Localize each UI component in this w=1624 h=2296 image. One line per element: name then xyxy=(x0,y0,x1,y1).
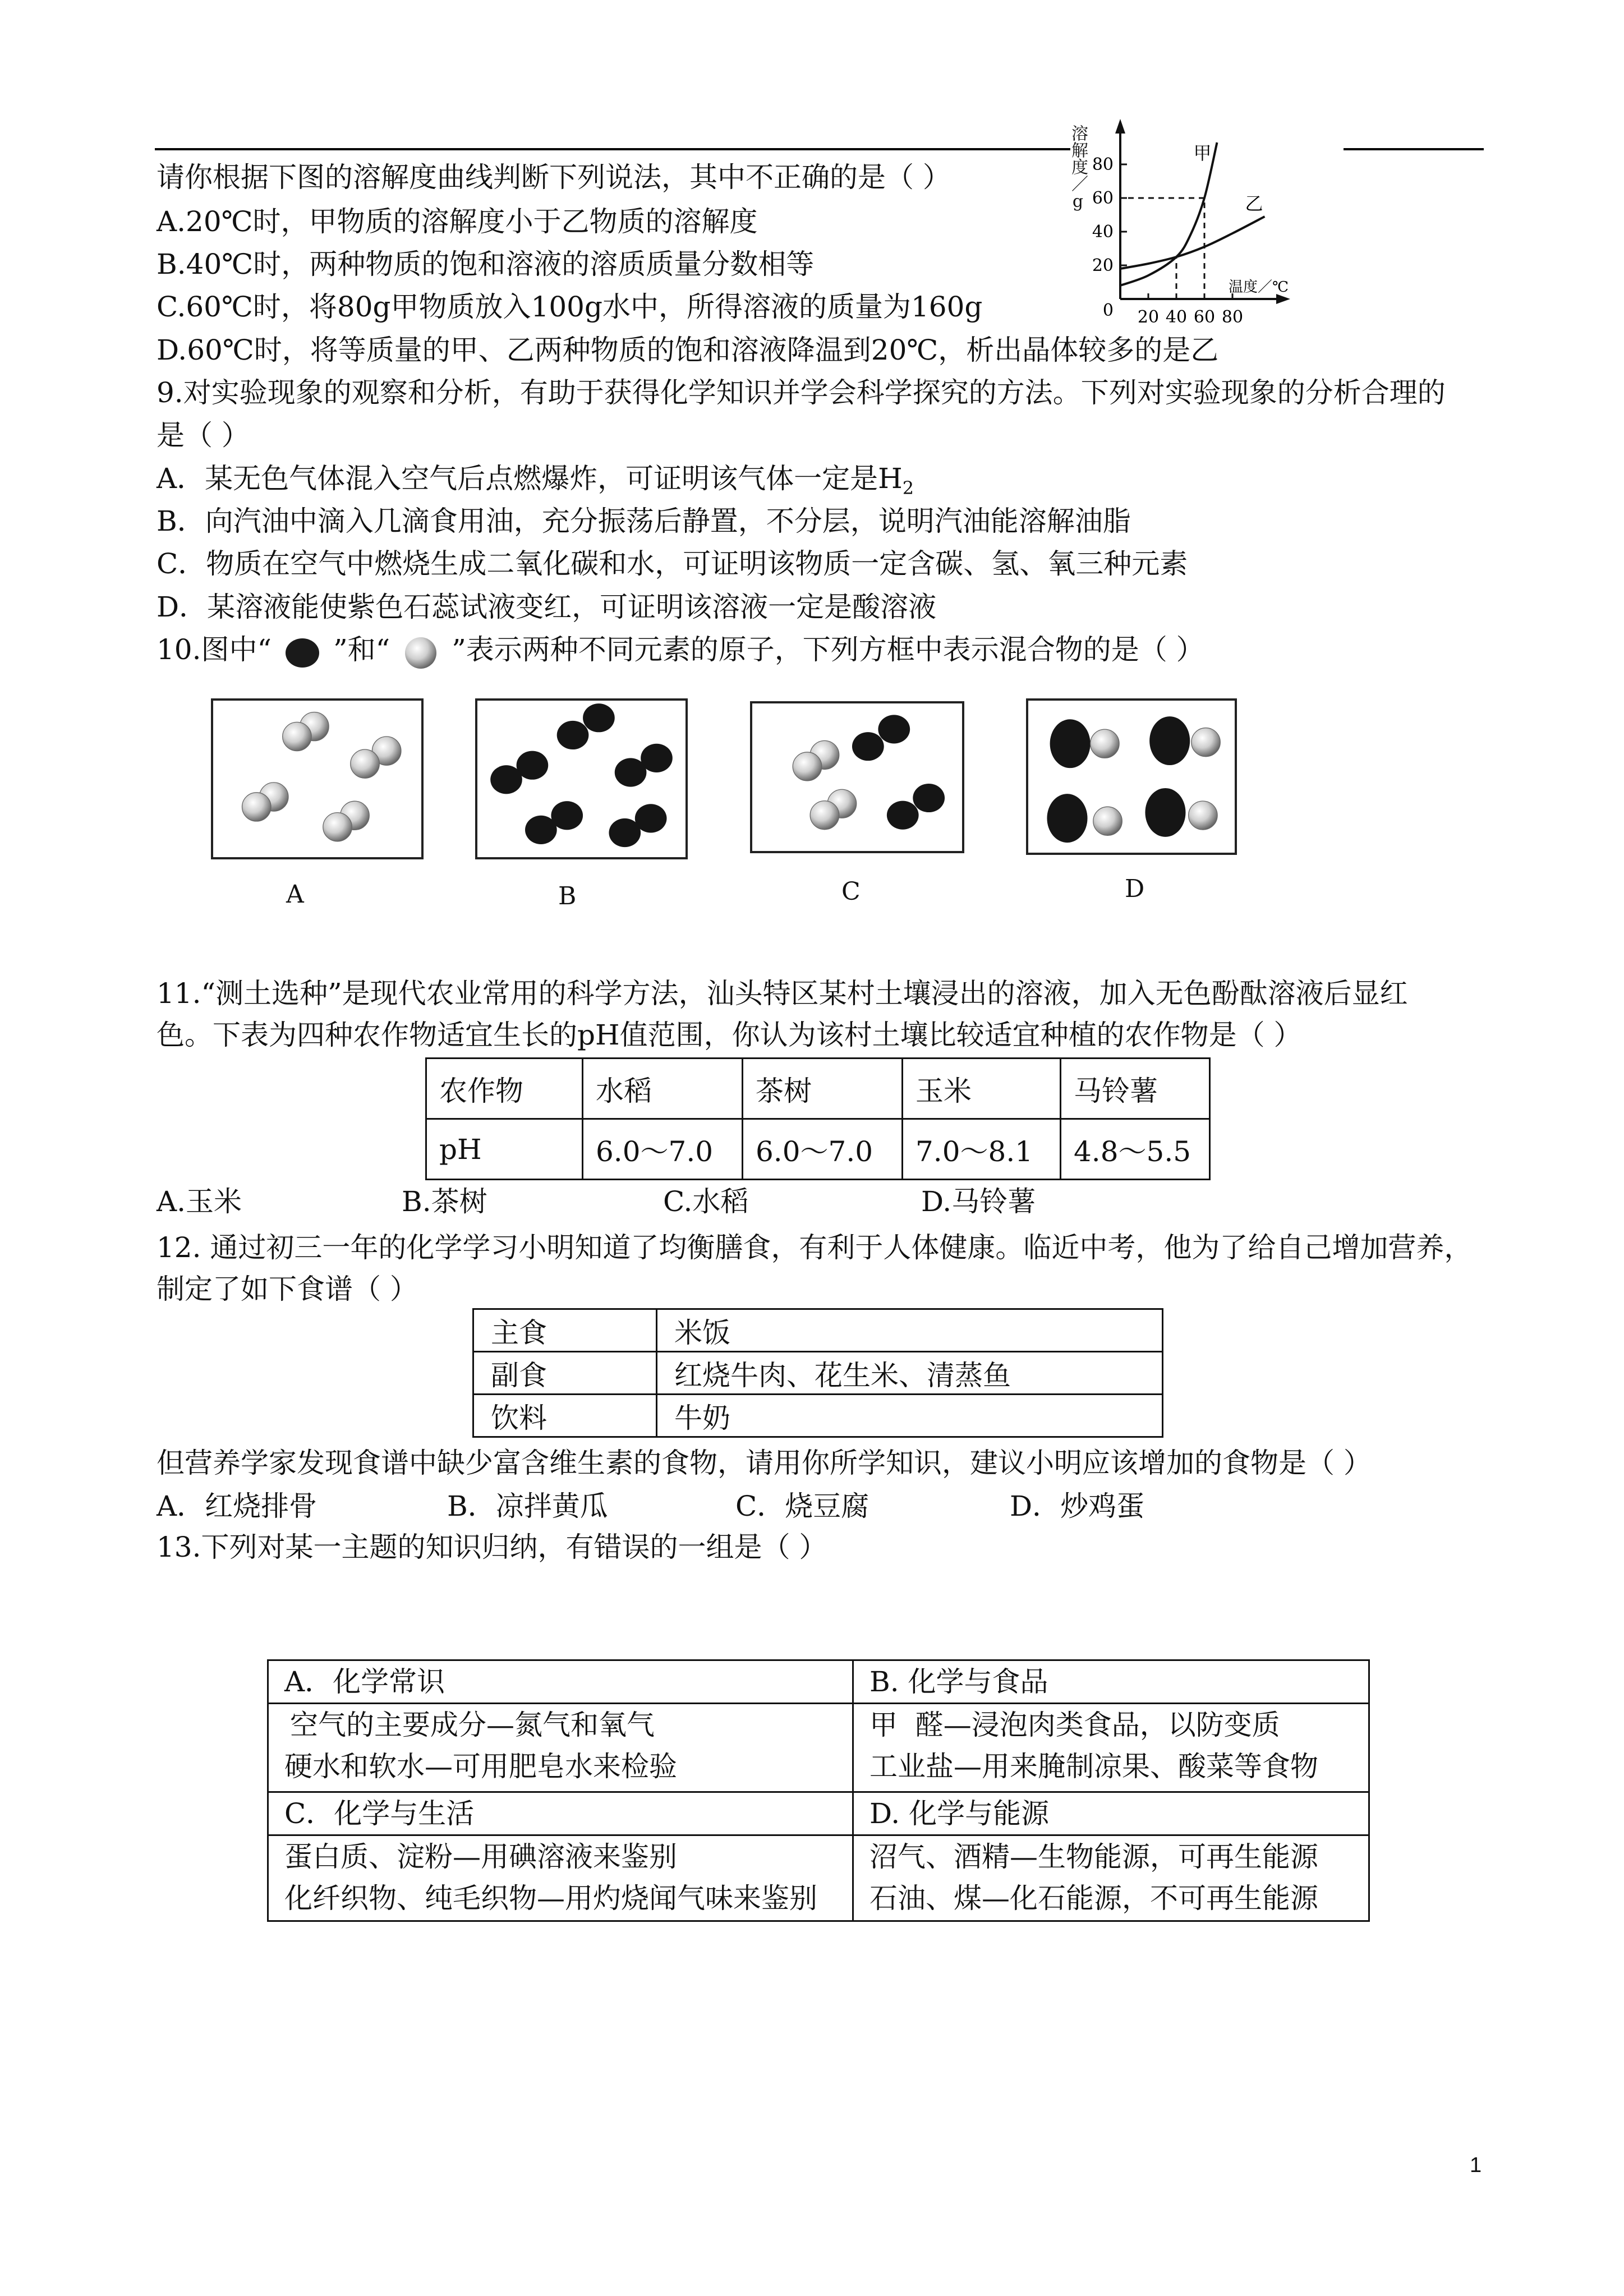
q9-option-d: D．某溶液能使紫色石蕊试液变红，可证明该溶液一定是酸溶液 xyxy=(157,591,937,623)
y-tick-label: 0 xyxy=(1102,301,1114,320)
table-line: 沼气、酒精—生物能源，可再生能源 xyxy=(869,1841,1318,1873)
x-tick-label: 40 xyxy=(1165,307,1188,327)
q9-stem-cont: 是（ ） xyxy=(157,419,250,452)
page-number: 1 xyxy=(1470,2154,1482,2177)
table-cell: 饮料 xyxy=(473,1395,657,1437)
q10-stem xyxy=(157,633,1204,669)
table-cell: pH xyxy=(426,1119,583,1180)
series-label: 甲 xyxy=(1193,142,1212,164)
header-rule-left xyxy=(155,148,1070,150)
q12-option-b: B．凉拌黄瓜 xyxy=(447,1490,608,1522)
table-line: 工业盐—用来腌制凉果、酸菜等食物 xyxy=(869,1750,1318,1783)
crop-ph-table xyxy=(425,1057,1211,1180)
q12-option-d: D．炒鸡蛋 xyxy=(1010,1490,1145,1522)
table-row xyxy=(473,1309,1163,1352)
table-row xyxy=(268,1704,1369,1792)
q12-option-a: A．红烧排骨 xyxy=(157,1490,318,1522)
y-axis-label: 溶解度／g xyxy=(1068,125,1088,211)
table-cell: 7.0～8.1 xyxy=(903,1119,1061,1180)
menu-table xyxy=(472,1308,1163,1438)
q11-option-d: D.马铃薯 xyxy=(921,1185,1036,1218)
table-cell-c-body xyxy=(268,1835,853,1921)
q11-stem-cont: 色。下表为四种农作物适宜生长的pH值范围，你认为该村土壤比较适宜种植的农作物是（ ） xyxy=(157,1019,1302,1051)
q11-stem: 11.“测土选种”是现代农业常用的科学方法，汕头特区某村土壤浸出的溶液，加入无色酚酞溶液后显红 xyxy=(157,977,1408,1010)
table-line: 甲 醛—浸泡肉类食品，以防变质 xyxy=(869,1709,1280,1741)
table-row xyxy=(426,1059,1210,1119)
table-cell-d-title: D. 化学与能源 xyxy=(853,1792,1369,1835)
table-row xyxy=(268,1660,1369,1704)
q13-stem: 13.下列对某一主题的知识归纳，有错误的一组是（ ） xyxy=(157,1531,827,1563)
q9-option-a-subscript: 2 xyxy=(902,477,914,499)
x-tick-label: 20 xyxy=(1137,307,1160,327)
q12-option-c: C．烧豆腐 xyxy=(735,1490,869,1522)
gray-atom-icon xyxy=(390,635,452,669)
table-row xyxy=(426,1119,1210,1180)
table-line: 石油、煤—化石能源，不可再生能源 xyxy=(869,1882,1318,1915)
table-cell-b-body xyxy=(853,1704,1369,1792)
box-label-d: D xyxy=(1125,875,1145,903)
molecule-box-d xyxy=(1026,698,1237,855)
table-cell: 副食 xyxy=(473,1352,657,1395)
q11-option-a: A.玉米 xyxy=(157,1185,242,1218)
y-tick-label: 80 xyxy=(1092,155,1114,174)
q9-option-a xyxy=(157,462,914,505)
table-cell: 4.8～5.5 xyxy=(1061,1119,1210,1180)
q12-stem-cont: 制定了如下食谱（ ） xyxy=(157,1273,418,1305)
y-tick-label: 40 xyxy=(1092,222,1114,242)
q9-option-c: C．物质在空气中燃烧生成二氧化碳和水，可证明该物质一定含碳、氢、氧三种元素 xyxy=(157,547,1188,580)
table-row xyxy=(473,1352,1163,1395)
table-row xyxy=(473,1395,1163,1437)
table-header-cell: 马铃薯 xyxy=(1061,1059,1210,1119)
q9-option-b: B．向汽油中滴入几滴食用油，充分振荡后静置，不分层，说明汽油能溶解油脂 xyxy=(157,505,1131,537)
q10-stem-part3: ”表示两种不同元素的原子，下列方框中表示混合物的是（ ） xyxy=(452,633,1204,666)
y-axis-arrow xyxy=(1115,119,1125,134)
table-line: 化纤织物、纯毛织物—用灼烧闻气味来鉴别 xyxy=(284,1882,817,1915)
q8-option-d: D.60℃时，将等质量的甲、乙两种物质的饱和溶液降温到20℃，析出晶体较多的是乙 xyxy=(157,334,1219,366)
solubility-chart xyxy=(1066,107,1358,337)
reference-dashed-line xyxy=(1120,198,1204,299)
box-label-c: C xyxy=(841,877,861,906)
q8-stem: 请你根据下图的溶解度曲线判断下列说法，其中不正确的是（ ） xyxy=(157,161,951,194)
table-cell-b-title: B. 化学与食品 xyxy=(853,1660,1369,1704)
y-tick-label: 60 xyxy=(1092,188,1114,208)
table-cell: 牛奶 xyxy=(657,1395,1163,1437)
table-cell: 主食 xyxy=(473,1309,657,1352)
box-label-a: A xyxy=(286,880,304,909)
q9-option-a-text: A．某无色气体混入空气后点燃爆炸，可证明该气体一定是H xyxy=(157,462,903,495)
table-line: 硬水和软水—可用肥皂水来检验 xyxy=(284,1750,677,1783)
series-line-yi xyxy=(1120,217,1265,269)
q10-stem-part1: 10.图中“ xyxy=(157,633,272,666)
table-header-cell: 茶树 xyxy=(743,1059,903,1119)
molecule-box-b xyxy=(475,698,688,859)
molecule-box-a xyxy=(211,698,424,859)
series-label: 乙 xyxy=(1245,193,1263,214)
knowledge-table xyxy=(267,1659,1370,1922)
q8-option-a: A.20℃时，甲物质的溶解度小于乙物质的溶解度 xyxy=(157,205,758,238)
x-tick-label: 60 xyxy=(1193,307,1216,327)
q9-stem: 9.对实验现象的观察和分析，有助于获得化学知识并学会科学探究的方法。下列对实验现象的分析合理的 xyxy=(157,376,1446,409)
q8-option-b: B.40℃时，两种物质的饱和溶液的溶质质量分数相等 xyxy=(157,248,815,280)
q10-stem-part2: ”和“ xyxy=(333,633,390,666)
molecule-box-c xyxy=(750,701,964,853)
table-row xyxy=(268,1835,1369,1921)
table-header-cell: 水稻 xyxy=(583,1059,743,1119)
box-label-b: B xyxy=(558,882,577,910)
q12-stem-3: 但营养学家发现食谱中缺少富含维生素的食物，请用你所学知识，建议小明应该增加的食物是（ ） xyxy=(157,1447,1372,1479)
table-cell: 米饭 xyxy=(657,1309,1163,1352)
table-cell: 红烧牛肉、花生米、清蒸鱼 xyxy=(657,1352,1163,1395)
q12-stem: 12. 通过初三一年的化学学习小明知道了均衡膳食，有利于人体健康。临近中考，他为了给自己增加营养， xyxy=(157,1231,1473,1264)
black-atom-icon xyxy=(272,635,333,669)
table-line: 蛋白质、淀粉—用碘溶液来鉴别 xyxy=(284,1841,677,1873)
x-tick-label: 80 xyxy=(1221,307,1244,327)
table-line: 空气的主要成分—氮气和氧气 xyxy=(290,1709,655,1741)
table-cell-a-body xyxy=(268,1704,853,1792)
table-cell: 6.0～7.0 xyxy=(583,1119,743,1180)
x-axis-label: 温度／℃ xyxy=(1229,279,1289,296)
series-line-jia xyxy=(1120,142,1217,286)
q11-option-b: B.茶树 xyxy=(402,1185,487,1218)
table-header-cell: 玉米 xyxy=(903,1059,1061,1119)
y-tick-label: 20 xyxy=(1092,256,1114,275)
q8-option-c: C.60℃时，将80g甲物质放入100g水中，所得溶液的质量为160g xyxy=(157,291,983,323)
table-cell-c-title: C．化学与生活 xyxy=(268,1792,853,1835)
table-header-cell: 农作物 xyxy=(426,1059,583,1119)
q11-option-c: C.水稻 xyxy=(663,1185,749,1218)
header-rule-right xyxy=(1344,148,1484,150)
table-row xyxy=(268,1792,1369,1835)
table-cell: 6.0～7.0 xyxy=(743,1119,903,1180)
table-cell-a-title: A．化学常识 xyxy=(268,1660,853,1704)
table-cell-d-body xyxy=(853,1835,1369,1921)
